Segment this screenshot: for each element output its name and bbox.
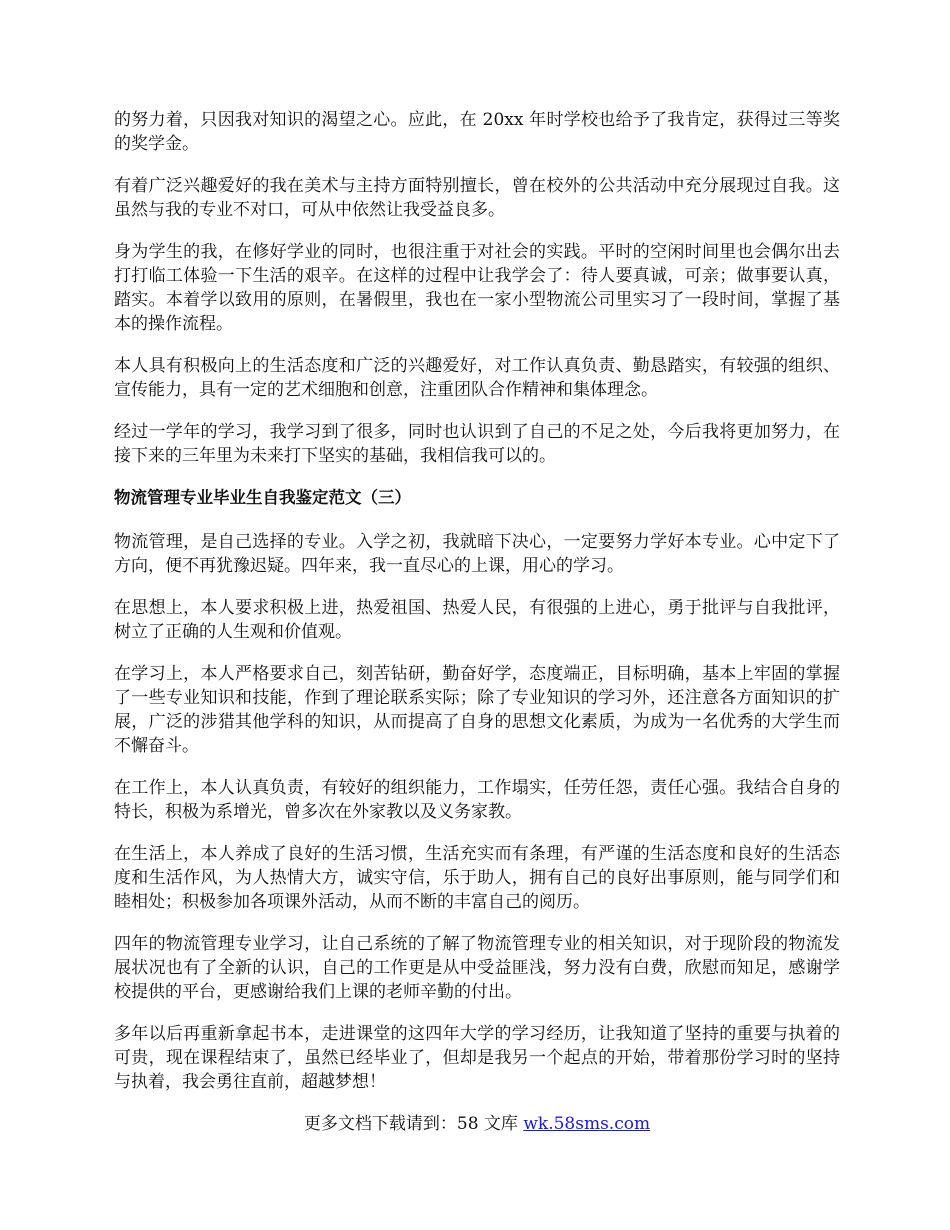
paragraph: 在学习上，本人严格要求自己，刻苦钻研，勤奋好学，态度端正，目标明确，基本上牢固的掌握了一些专业知识和技能，作到了理论联系实际；除了专业知识的学习外，还注意各方面知识的扩展，广泛的涉猎其他学科的知识，从而提高了自身的思想文化素质，为成为一名优秀的大学生而不懈奋斗。	[114, 664, 840, 756]
paragraph: 有着广泛兴趣爱好的我在美术与主持方面特别擅长，曾在校外的公共活动中充分展现过自我。这虽然与我的专业不对口，可从中依然让我受益良多。	[114, 176, 840, 220]
paragraph: 在生活上，本人养成了良好的生活习惯，生活充实而有条理，有严谨的生活态度和良好的生活态度和生活作风，为人热情大方，诚实守信，乐于助人，拥有自己的良好出事原则，能与同学们和睦相处；积极参加各项课外活动，从而不断的丰富自己的阅历。	[114, 844, 840, 912]
paragraph: 的努力着，只因我对知识的渴望之心。应此，在 20xx 年时学校也给予了我肯定，获得过三等奖的奖学金。	[114, 110, 840, 154]
footer-text: 更多文档下载请到：58 文库	[303, 1114, 524, 1134]
paragraph: 在思想上，本人要求积极上进，热爱祖国、热爱人民，有很强的上进心，勇于批评与自我批评，树立了正确的人生观和价值观。	[114, 598, 840, 642]
paragraph: 物流管理，是自己选择的专业。入学之初，我就暗下决心，一定要努力学好本专业。心中定下了方向，便不再犹豫迟疑。四年来，我一直尽心的上课，用心的学习。	[114, 532, 840, 576]
paragraph: 在工作上，本人认真负责，有较好的组织能力，工作塌实，任劳任怨，责任心强。我结合自身的特长，积极为系增光，曾多次在外家教以及义务家教。	[114, 778, 840, 822]
download-footer	[114, 1112, 840, 1136]
paragraph: 本人具有积极向上的生活态度和广泛的兴趣爱好，对工作认真负责、勤恳踏实，有较强的组织、宣传能力，具有一定的艺术细胞和创意，注重团队合作精神和集体理念。	[114, 356, 840, 400]
section-heading: 物流管理专业毕业生自我鉴定范文（三）	[114, 488, 411, 507]
paragraph: 四年的物流管理专业学习，让自己系统的了解了物流管理专业的相关知识，对于现阶段的物流发展状况也有了全新的认识，自己的工作更是从中受益匪浅，努力没有白费，欣慰而知足，感谢学校提供的平台，更感谢给我们上课的老师辛勤的付出。	[114, 934, 840, 1002]
paragraph: 经过一学年的学习，我学习到了很多，同时也认识到了自己的不足之处，今后我将更加努力，在接下来的三年里为未来打下坚实的基础，我相信我可以的。	[114, 422, 840, 466]
paragraph: 多年以后再重新拿起书本，走进课堂的这四年大学的学习经历，让我知道了坚持的重要与执着的可贵，现在课程结束了，虽然已经毕业了，但却是我另一个起点的开始，带着那份学习时的坚持与执着，我会勇往直前，超越梦想！	[114, 1024, 840, 1092]
footer-link[interactable]: wk.58sms.com	[523, 1114, 651, 1134]
document-page	[114, 108, 840, 1136]
paragraph: 身为学生的我，在修好学业的同时，也很注重于对社会的实践。平时的空闲时间里也会偶尔出去打打临工体验一下生活的艰辛。在这样的过程中让我学会了：待人要真诚，可亲；做事要认真，踏实。本着学以致用的原则，在暑假里，我也在一家小型物流公司里实习了一段时间，掌握了基本的操作流程。	[114, 242, 840, 334]
